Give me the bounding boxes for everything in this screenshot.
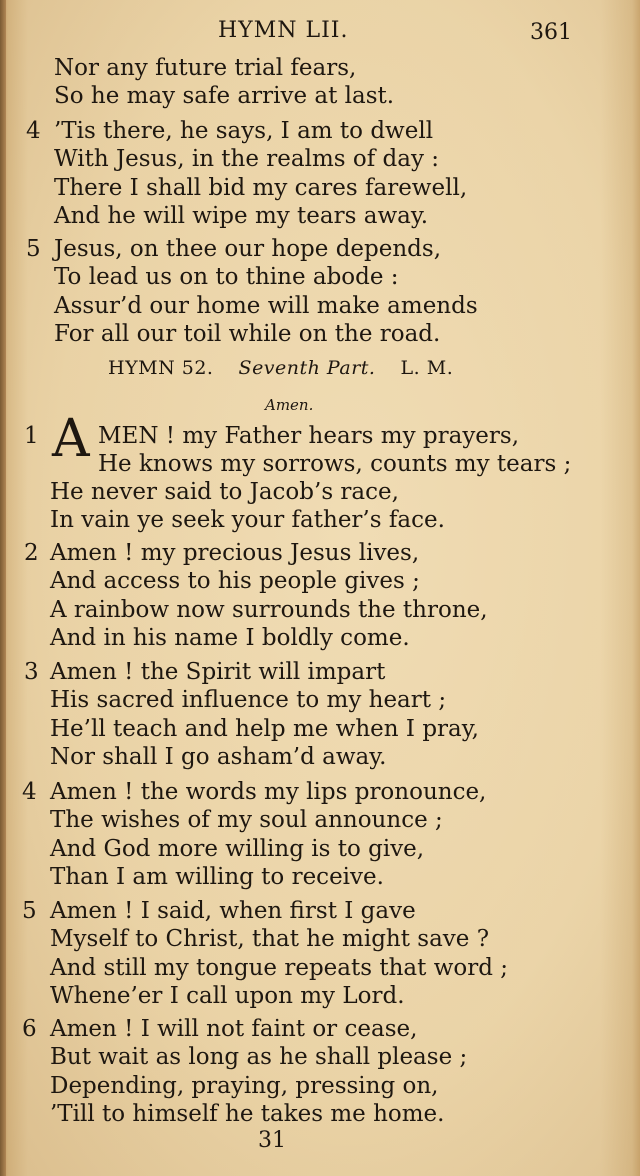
hymn-heading — [108, 357, 453, 379]
verse-line: Amen ! the Spirit will impart — [50, 659, 386, 685]
verse-line: And he will wipe my tears away. — [54, 203, 429, 229]
verse-line: His sacred influence to my heart ; — [50, 687, 447, 713]
verse-line: Amen ! the words my lips pronounce, — [50, 779, 487, 805]
verse-line: And access to his people gives ; — [50, 568, 420, 594]
verse-line: Depending, praying, pressing on, — [50, 1073, 439, 1099]
verse-line: In vain ye seek your father’s face. — [50, 507, 445, 533]
verse-line: Amen ! my precious Jesus lives, — [50, 540, 420, 566]
verse-line: Assur’d our home will make amends — [54, 293, 478, 319]
verse-number: 1 — [24, 423, 39, 449]
verse-line: MEN ! my Father hears my prayers, — [98, 423, 520, 449]
verse-line: Jesus, on thee our hope depends, — [54, 236, 442, 262]
verse-number: 2 — [24, 540, 39, 566]
verse-line: Whene’er I call upon my Lord. — [50, 983, 405, 1009]
verse-line: Nor shall I go asham’d away. — [50, 744, 387, 770]
verse-line: He never said to Jacob’s race, — [50, 479, 399, 505]
drop-cap: A — [52, 409, 90, 469]
verse-line: There I shall bid my cares farewell, — [54, 175, 468, 201]
verse-line: A rainbow now surrounds the throne, — [50, 597, 488, 623]
verse-line: Myself to Christ, that he might save ? — [50, 926, 490, 952]
verse-number: 6 — [22, 1016, 37, 1042]
verse-line: Than I am willing to receive. — [50, 864, 384, 890]
hymn-subtitle: Amen. — [265, 396, 314, 414]
running-title: HYMN LII. — [218, 18, 349, 43]
verse-line: To lead us on to thine abode : — [54, 264, 399, 290]
verse-number: 3 — [24, 659, 39, 685]
verse-line: And still my tongue repeats that word ; — [50, 955, 509, 981]
verse-number: 5 — [26, 236, 41, 262]
verse-line: ’Till to himself he takes me home. — [50, 1101, 445, 1127]
hymn-part: Seventh Part. — [238, 357, 376, 379]
verse-line: The wishes of my soul announce ; — [50, 807, 443, 833]
continuation-line: Nor any future trial fears, — [54, 55, 357, 81]
signature-mark: 31 — [258, 1128, 286, 1153]
verse-number: 5 — [22, 898, 37, 924]
continuation-line: So he may safe arrive at last. — [54, 83, 395, 109]
verse-number: 4 — [22, 779, 37, 805]
verse-line: And in his name I boldly come. — [50, 625, 410, 651]
verse-line: He knows my sorrows, counts my tears ; — [98, 451, 572, 477]
verse-line: But wait as long as he shall please ; — [50, 1044, 468, 1070]
verse-line: He’ll teach and help me when I pray, — [50, 716, 479, 742]
hymn-title: HYMN 52. — [108, 357, 214, 379]
page-number: 361 — [530, 20, 572, 45]
verse-line: For all our toil while on the road. — [54, 321, 441, 347]
hymn-meter: L. M. — [400, 357, 454, 379]
verse-line: ’Tis there, he says, I am to dwell — [54, 118, 434, 144]
page-binding-edge — [0, 0, 6, 1176]
verse-line: With Jesus, in the realms of day : — [54, 146, 440, 172]
verse-line: Amen ! I will not faint or cease, — [50, 1016, 418, 1042]
verse-line: And God more willing is to give, — [50, 836, 425, 862]
verse-line: Amen ! I said, when first I gave — [50, 898, 416, 924]
verse-number: 4 — [26, 118, 41, 144]
